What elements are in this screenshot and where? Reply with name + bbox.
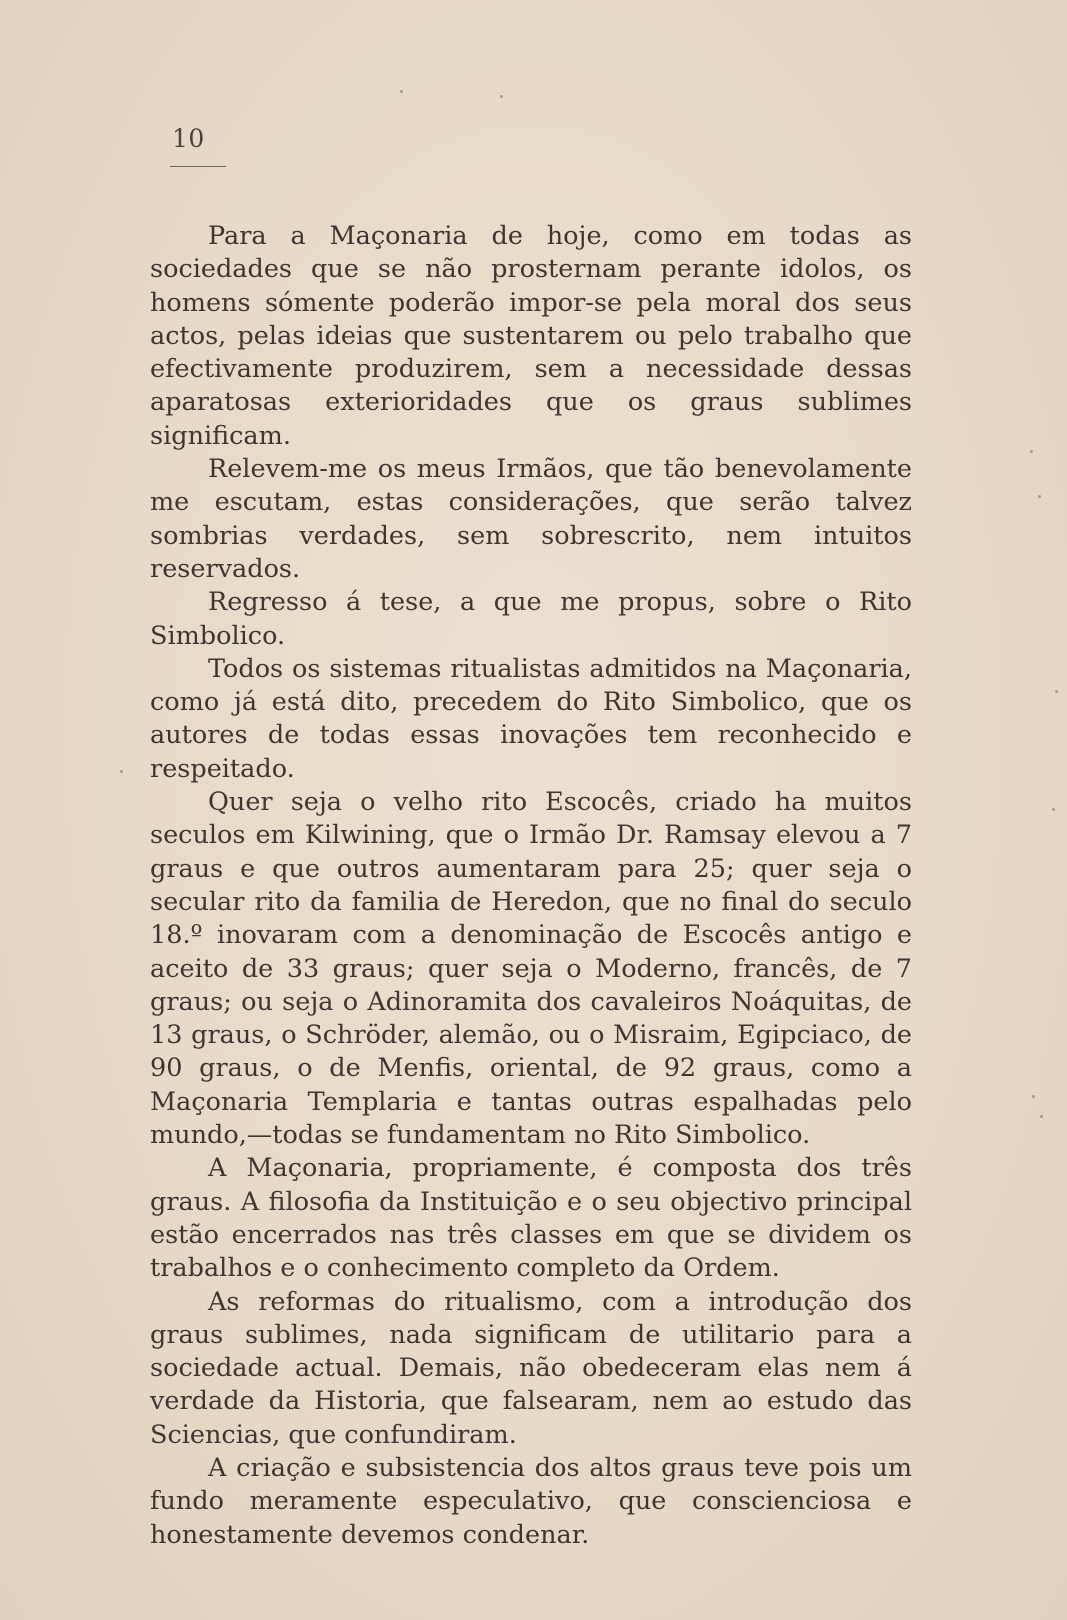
page-number: 10 <box>172 124 205 153</box>
margin-speck <box>1055 690 1058 693</box>
paragraph: Relevem-me os meus Irmãos, que tão benevolamente me escutam, estas considerações, que serão talvez sombrias verdades, sem sobrescrito, nem intuitos reservados. <box>150 454 912 584</box>
body-text <box>150 220 912 1552</box>
paragraph: Para a Maçonaria de hoje, como em todas as sociedades que se não prosternam perante idolos, os homens sómente poderão impor-se pela moral dos seus actos, pelas ideias que sustentarem ou pelo trabalho que efectivamente produzirem, sem a necessidade dessas aparatosas exterioridades que os graus sublimes significam. <box>150 221 912 451</box>
page-number-rule <box>170 166 226 167</box>
paragraph: A Maçonaria, propriamente, é composta dos três graus. A filosofia da Instituição e o seu objectivo principal estão encerrados nas três classes em que se dividem os trabalhos e o conhecimento completo da Ordem. <box>150 1153 912 1284</box>
paragraph: Regresso á tese, a que me propus, sobre o Rito Simbolico. <box>150 587 912 651</box>
margin-speck <box>400 90 403 93</box>
margin-speck <box>1032 1095 1035 1098</box>
paragraph: A criação e subsistencia dos altos graus teve pois um fundo meramente especulativo, que conscienciosa e honestamente devemos condenar. <box>150 1452 912 1550</box>
margin-speck <box>1038 495 1041 498</box>
margin-speck <box>1052 808 1055 811</box>
margin-speck <box>500 95 503 98</box>
margin-speck <box>1030 450 1033 453</box>
paragraph: Todos os sistemas ritualistas admitidos na Maçonaria, como já está dito, precedem do Rito Simbolico, que os autores de todas essas inovações tem reconhecido e respeitado. <box>150 653 912 784</box>
margin-speck <box>120 770 123 773</box>
margin-speck <box>1040 1115 1043 1118</box>
paragraph: As reformas do ritualismo, com a introdução dos graus sublimes, nada significam de utilitario para a sociedade actual. Demais, não obedeceram elas nem á verdade da Historia, que falsearam, nem ao estudo das Sciencias, que confundiram. <box>150 1286 912 1450</box>
paragraph: Quer seja o velho rito Escocês, criado ha muitos seculos em Kilwining, que o Irmão Dr. Ramsay elevou a 7 graus e que outros aumentaram para 25; quer seja o secular rito da familia de Heredon, que no final do seculo 18.º inovaram com a denominação de Escocês antigo e aceito de 33 graus; quer seja o Moderno, francês, de 7 graus; ou seja o Adinoramita dos cavaleiros Noáquitas, de 13 graus, o Schröder, alemão, ou o Misraim, Egipciaco, de 90 graus, o de Menfis, oriental, de 92 graus, como a Maçonaria Templaria e tantas outras espalhadas pelo mundo,—todas se fundamentam no Rito Simbolico. <box>150 787 912 1151</box>
